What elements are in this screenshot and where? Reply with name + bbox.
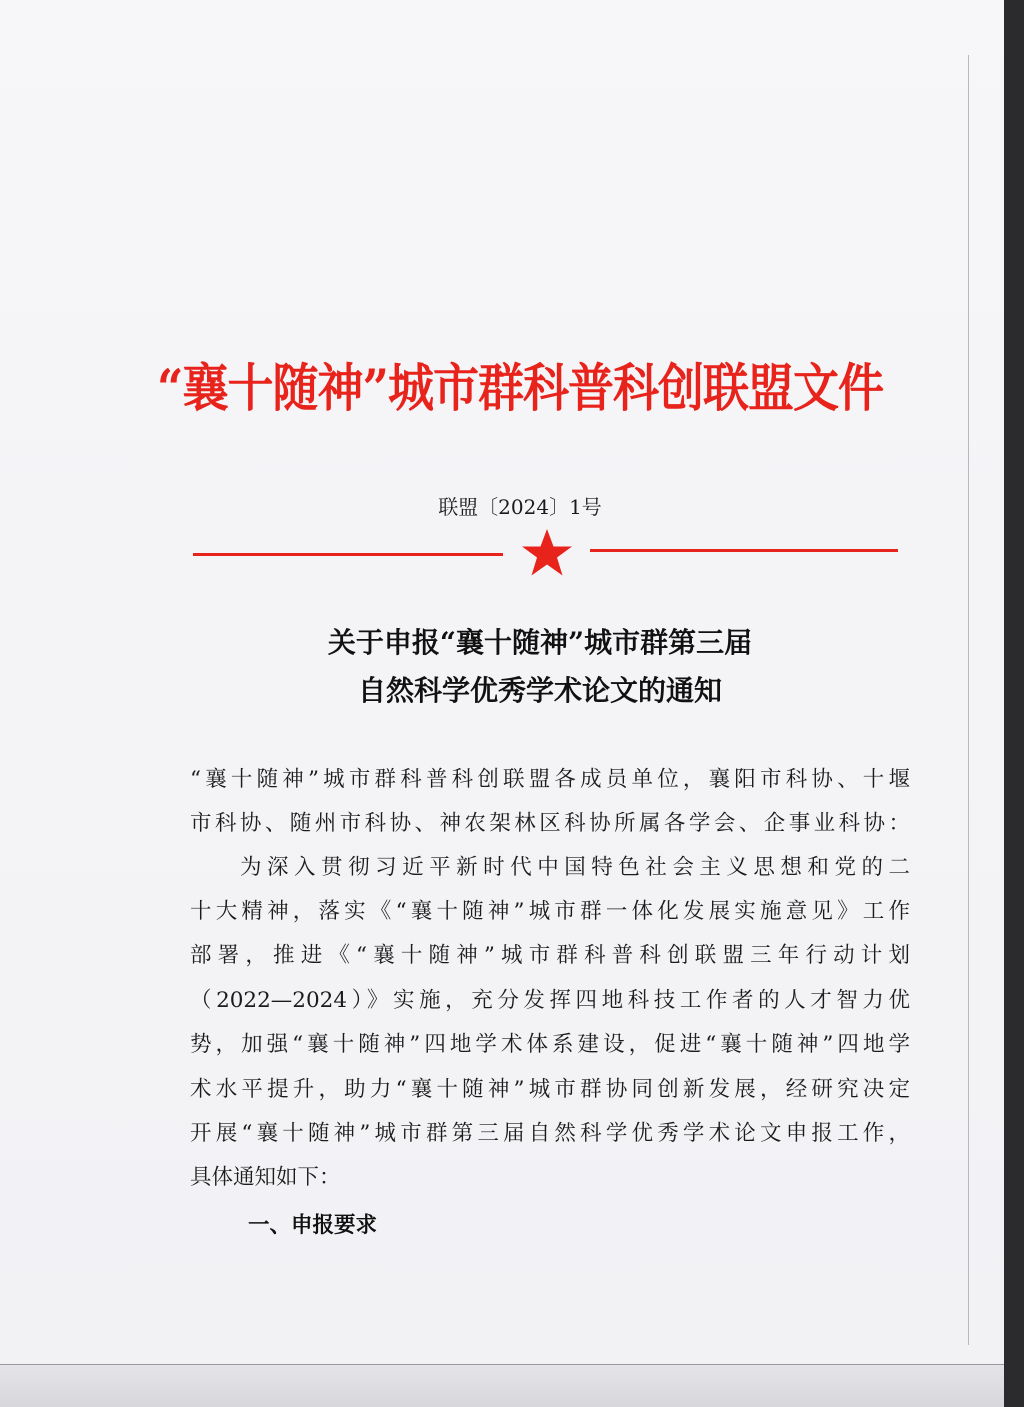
- paragraph-line-7: 开展“襄十随神”城市群第三届自然科学优秀学术论文申报工作，: [190, 1121, 910, 1146]
- notice-title-line-2: 自然科学优秀学术论文的通知: [357, 674, 722, 707]
- red-separator-left: [193, 553, 503, 556]
- document-number: 联盟〔2024〕1号: [438, 495, 602, 519]
- paragraph-line-2: 十大精神，落实《“襄十随神”城市群一体化发展实施意见》工作: [190, 899, 910, 924]
- paragraph-line-4: （2022—2024）》实施，充分发挥四地科技工作者的人才智力优: [190, 988, 910, 1013]
- paragraph-line-5: 势，加强“襄十随神”四地学术体系建设，促进“襄十随神”四地学: [190, 1032, 910, 1057]
- issuing-org-header: “襄十随神”城市群科普科创联盟文件: [157, 357, 883, 419]
- recipients-line-2: 市科协、随州市科协、神农架林区科协所属各学会、企事业科协：: [190, 811, 910, 836]
- paragraph-line-8: 具体通知如下：: [190, 1165, 341, 1190]
- scan-border-right: [1004, 0, 1024, 1407]
- page-edge-line: [968, 55, 969, 1345]
- paragraph-line-3: 部署，推进《“襄十随神”城市群科普科创联盟三年行动计划: [190, 943, 910, 968]
- red-star-icon: [520, 527, 574, 581]
- paragraph-line-6: 术水平提升，助力“襄十随神”城市群协同创新发展，经研究决定: [190, 1077, 910, 1102]
- section-heading-1: 一、申报要求: [248, 1213, 378, 1238]
- scan-border-bottom: [0, 1365, 1004, 1407]
- red-separator-right: [590, 549, 898, 552]
- notice-title-line-1: 关于申报“襄十随神”城市群第三届: [327, 626, 753, 659]
- paragraph-line-1: 为深入贯彻习近平新时代中国特色社会主义思想和党的二: [240, 855, 910, 880]
- recipients-line-1: “襄十随神”城市群科普科创联盟各成员单位，襄阳市科协、十堰: [190, 767, 910, 792]
